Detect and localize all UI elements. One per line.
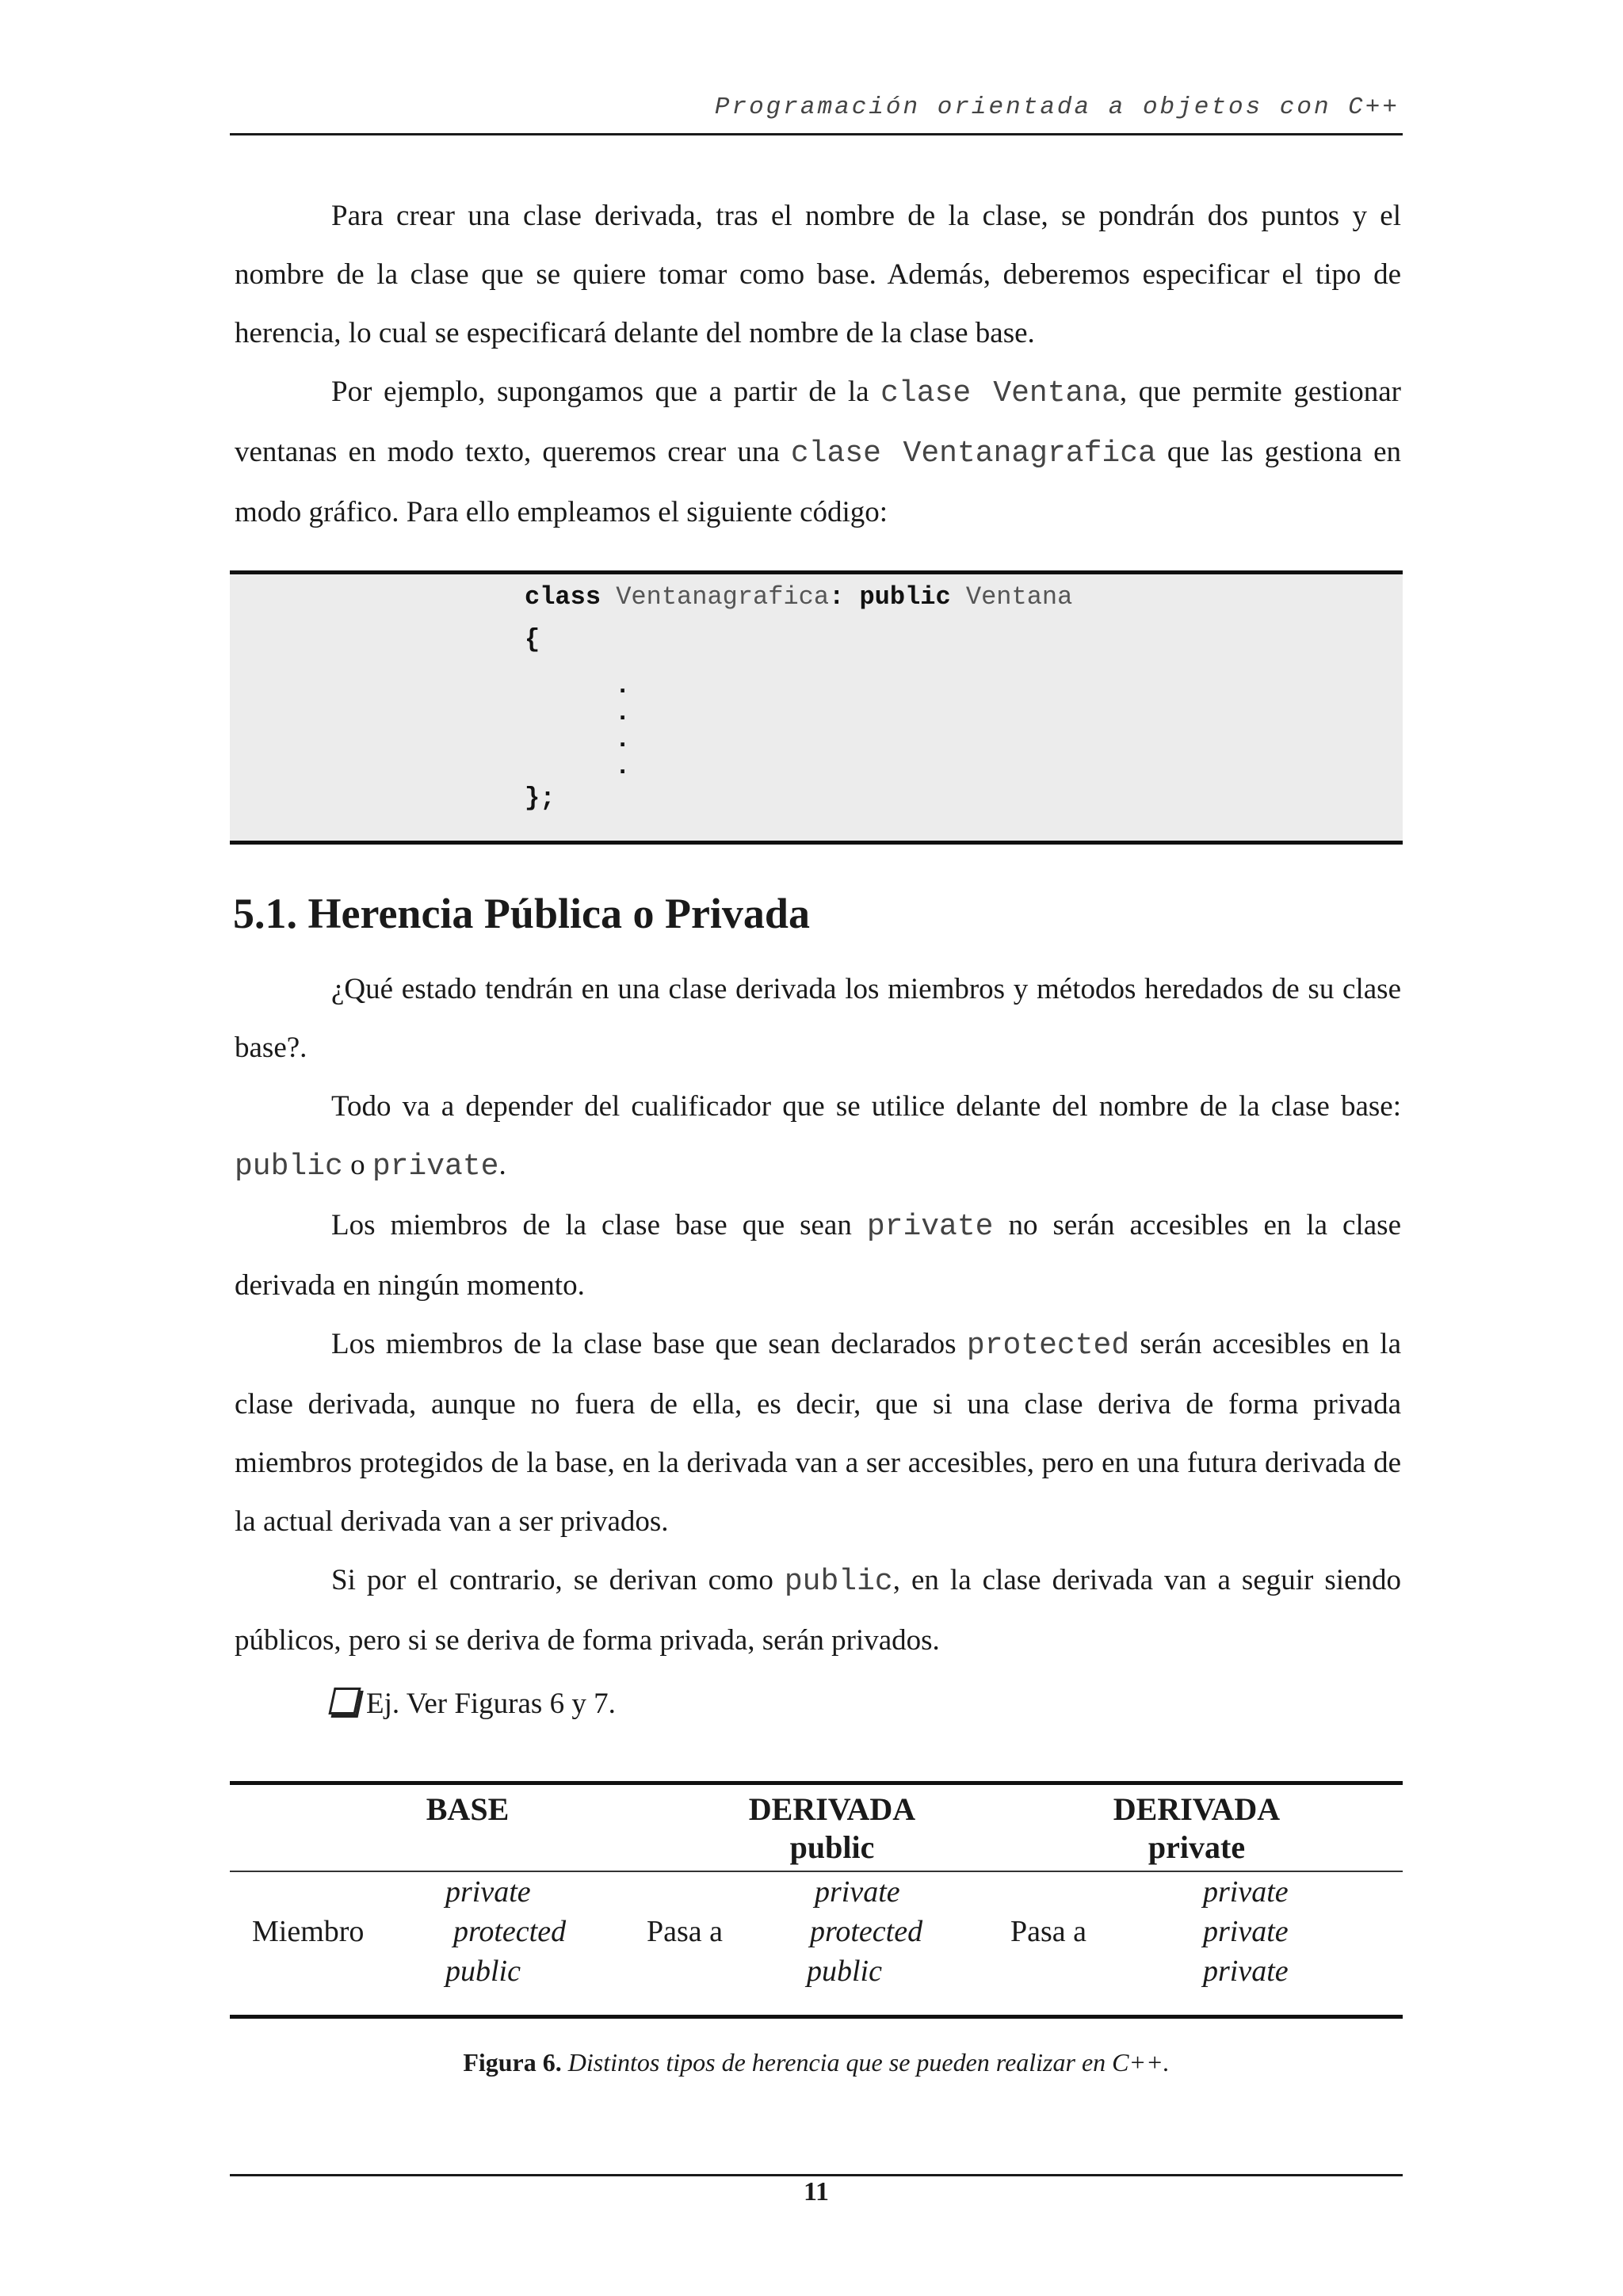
running-title: Programación orientada a objetos con C++: [714, 93, 1400, 121]
code-clase-ventanagrafica: clase Ventanagrafica: [790, 437, 1156, 471]
header-derivada-public: DERIVADA: [748, 1791, 916, 1827]
s-p2-text-b: no serán accesibles en la clase derivada en ningún momento.: [235, 1209, 1401, 1302]
code-dot: .: [615, 752, 631, 781]
section-paragraph-2: [235, 1196, 1401, 1315]
base-value: protected: [453, 1915, 567, 1948]
code-class-name: Ventanagrafica: [601, 582, 830, 612]
code-dot: .: [615, 698, 631, 727]
public-derived-value: public: [807, 1955, 882, 1988]
intro-text: [235, 187, 1401, 542]
code-private: private: [866, 1210, 994, 1244]
checkbox-icon: [328, 1688, 361, 1714]
base-value: public: [445, 1955, 521, 1988]
code-keyword-class: class: [525, 582, 601, 612]
section-paragraph-1: [235, 1077, 1401, 1196]
intro-p2-text-b: , que permite gestionar ventanas en modo texto, queremos crear una: [235, 376, 1401, 468]
header-base: BASE: [426, 1791, 510, 1827]
footer-rule: [230, 2174, 1403, 2176]
question-paragraph: ¿Qué estado tendrán en una clase derivada los miembros y métodos heredados de su clase base?.: [235, 973, 1401, 1064]
header-derivada-public-sub: public: [789, 1829, 875, 1865]
section-paragraph-4: [235, 1551, 1401, 1670]
section-heading: 5.1. Herencia Pública o Privada: [233, 890, 810, 937]
s-p3-text-a: Los miembros de la clase base que sean declarados: [331, 1328, 967, 1360]
code-dot: .: [615, 671, 631, 700]
running-header: [230, 93, 1403, 135]
private-derived-value: private: [1203, 1955, 1289, 1988]
code-close-brace: };: [525, 784, 556, 813]
code-open-brace: {: [525, 625, 540, 654]
header-derivada-private-sub: private: [1148, 1829, 1246, 1865]
code-keyword-public: public: [859, 582, 951, 612]
caption-label: Figura 6.: [463, 2048, 562, 2077]
header-derivada-private: DERIVADA: [1113, 1791, 1281, 1827]
code-public: public: [235, 1150, 343, 1184]
pasa-a-label: Pasa a: [647, 1915, 724, 1948]
code-base-name: Ventana: [950, 582, 1073, 612]
caption-text: Distintos tipos de herencia que se pueden realizar en C++.: [561, 2048, 1170, 2077]
page-number: 11: [803, 2177, 830, 2206]
example-reference: [235, 1675, 1401, 1733]
s-p4-text-a: Si por el contrario, se derivan como: [331, 1564, 785, 1596]
intro-p2-text-a: Por ejemplo, supongamos que a partir de la: [331, 376, 881, 408]
intro-paragraph-2: [235, 363, 1401, 542]
s-p4-text-b: , en la clase derivada van a seguir siendo públicos, pero si se deriva de forma privada, serán privados.: [235, 1564, 1401, 1657]
code-private: private: [372, 1150, 499, 1184]
row-label: Miembro: [252, 1915, 365, 1948]
inheritance-table: [230, 1781, 1403, 2019]
s-p1-text-mid: o: [342, 1149, 372, 1181]
figure-caption: [230, 2048, 1403, 2077]
s-p1-text-end: .: [498, 1149, 506, 1181]
code-public: public: [784, 1565, 893, 1599]
base-value: private: [445, 1875, 531, 1909]
section-text: [235, 960, 1401, 1733]
s-p1-text-a: Todo va a depender del cualificador que se utilice delante del nombre de la clase base:: [331, 1090, 1401, 1123]
example-text: Ej. Ver Figuras 6 y 7.: [366, 1688, 616, 1720]
code-colon: :: [829, 582, 860, 612]
public-derived-value: private: [815, 1875, 900, 1909]
s-p2-text-a: Los miembros de la clase base que sean: [331, 1209, 867, 1241]
s-p3-text-b: serán accesibles en la clase derivada, aunque no fuera de ella, es decir, que si una clase deriva de forma privada miembros protegidos de la base, en la derivada van a ser accesibles, pero en una futura derivada de la actual derivada van a ser privados.: [235, 1328, 1401, 1538]
section-paragraph-3: [235, 1315, 1401, 1551]
intro-paragraph-1: Para crear una clase derivada, tras el nombre de la clase, se pondrán dos puntos y el nombre de la clase que se quiere tomar como base. Además, deberemos especificar el tipo de herencia, lo cual se especificará delante del nombre de la clase base.: [235, 200, 1401, 349]
private-derived-value: private: [1203, 1915, 1289, 1948]
code-block: [230, 570, 1403, 845]
code-dot: .: [615, 725, 631, 754]
code-clase-ventana: clase Ventana: [880, 376, 1120, 410]
pasa-a-label: Pasa a: [1010, 1915, 1087, 1948]
public-derived-value: protected: [810, 1915, 923, 1948]
code-protected: protected: [966, 1329, 1130, 1363]
private-derived-value: private: [1203, 1875, 1289, 1909]
code-line-1: [525, 582, 1072, 612]
intro-p2-text-c: que las gestiona en modo gráfico. Para ello empleamos el siguiente código:: [235, 436, 1401, 528]
